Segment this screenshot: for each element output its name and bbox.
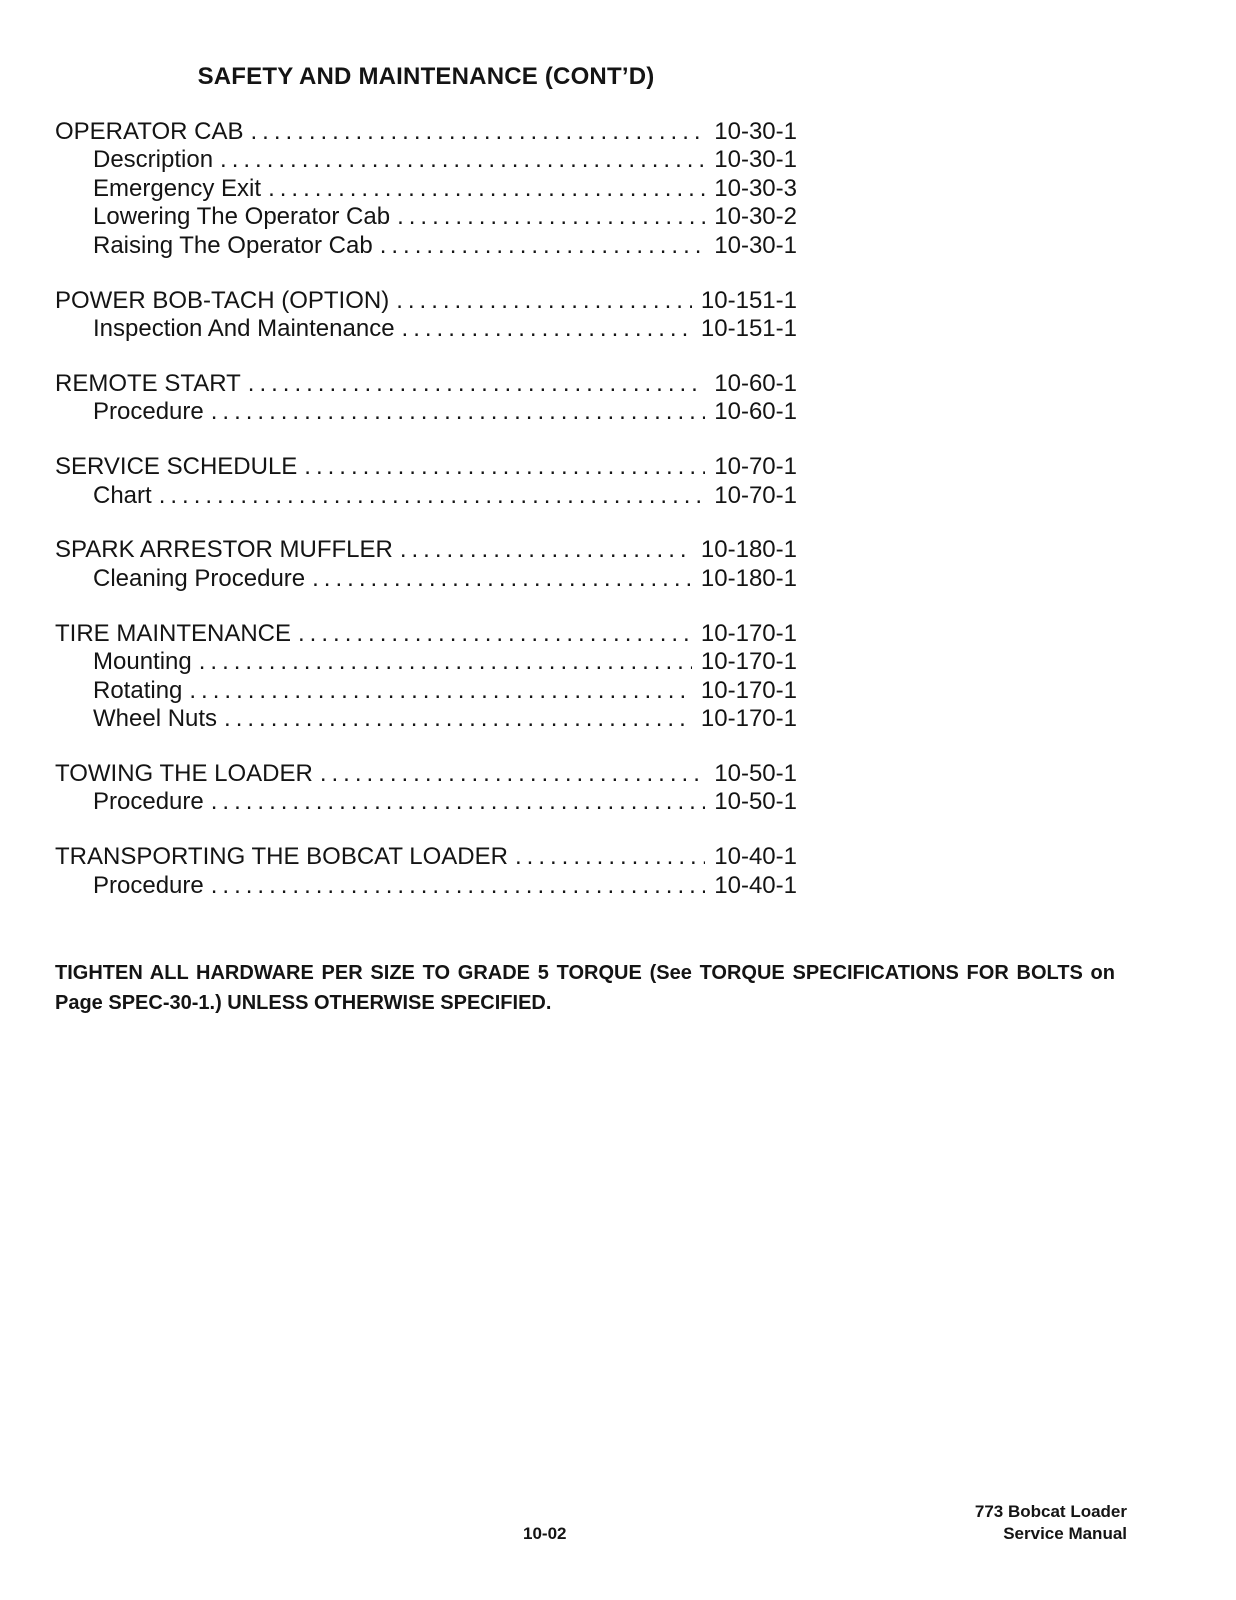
- toc-entry-label: Chart: [93, 481, 152, 509]
- dot-leader: [217, 705, 692, 733]
- toc-group: [55, 118, 797, 260]
- dot-leader: [204, 872, 706, 900]
- toc-entry-page: 10-170-1: [700, 619, 797, 647]
- dot-leader: [393, 536, 692, 564]
- toc-entry: [55, 175, 797, 203]
- toc-entry: [55, 565, 797, 593]
- toc-entry-label: Lowering The Operator Cab: [93, 203, 391, 231]
- toc-entry-label: SERVICE SCHEDULE: [55, 453, 298, 481]
- torque-note-line: Page SPEC-30-1.) UNLESS OTHERWISE SPECIFIED.: [55, 992, 552, 1014]
- toc-entry-page: 10-180-1: [700, 564, 797, 592]
- dot-leader: [192, 648, 692, 676]
- dot-leader: [261, 175, 705, 203]
- torque-note: [55, 958, 1115, 1018]
- footer-doc-title-line2: Service Manual: [1003, 1524, 1127, 1543]
- toc-group: [55, 620, 797, 734]
- footer-doc-title: [975, 1501, 1127, 1545]
- toc-entry-page: 10-30-1: [714, 118, 797, 145]
- toc-entry: [55, 370, 797, 398]
- toc-group: [55, 760, 797, 817]
- toc-entry-label: TRANSPORTING THE BOBCAT LOADER: [55, 843, 508, 871]
- toc-entry-page: 10-170-1: [700, 676, 797, 704]
- toc-group: [55, 453, 797, 510]
- toc-group: [55, 287, 797, 344]
- toc-entry-label: Wheel Nuts: [93, 705, 218, 732]
- dot-leader: [213, 146, 705, 174]
- toc-entry: [55, 482, 797, 510]
- footer-doc-title-line1: 773 Bobcat Loader: [974, 1502, 1127, 1521]
- toc-group: [55, 536, 797, 593]
- toc-entry: [55, 203, 797, 231]
- toc-entry-page: 10-60-1: [714, 369, 797, 397]
- toc-entry-page: 10-30-3: [714, 174, 797, 202]
- toc-entry-page: 10-30-2: [714, 203, 797, 231]
- toc-entry-page: 10-151-1: [700, 314, 797, 342]
- toc-entry: [55, 677, 797, 705]
- table-of-contents: [55, 62, 797, 900]
- toc-entry-label: Inspection And Maintenance: [93, 314, 395, 342]
- toc-entry-page: 10-40-1: [714, 871, 797, 899]
- toc-entry: [55, 118, 797, 146]
- toc-entry: [55, 705, 797, 733]
- toc-group: [55, 370, 797, 427]
- toc-entry-page: 10-60-1: [714, 398, 797, 426]
- toc-entry-label: Procedure: [93, 788, 204, 816]
- toc-entry: [55, 788, 797, 816]
- toc-entry: [55, 287, 797, 315]
- toc-entry: [55, 453, 797, 481]
- toc-entry-page: 10-30-1: [714, 146, 797, 174]
- toc-entry-label: Raising The Operator Cab: [93, 231, 373, 259]
- dot-leader: [390, 203, 705, 231]
- toc-entry-label: Cleaning Procedure: [93, 564, 306, 592]
- toc-entry: [55, 232, 797, 260]
- dot-leader: [297, 453, 705, 481]
- toc-entry-page: 10-30-1: [714, 231, 797, 259]
- toc-entry: [55, 648, 797, 676]
- dot-leader: [241, 370, 705, 398]
- toc-entry: [55, 620, 797, 648]
- toc-entry-page: 10-70-1: [714, 481, 797, 509]
- dot-leader: [182, 677, 692, 705]
- toc-entry: [55, 843, 797, 871]
- toc-groups: [55, 118, 797, 900]
- footer-page-number: 10-02: [523, 1524, 567, 1543]
- toc-entry-label: POWER BOB-TACH (OPTION): [55, 286, 390, 314]
- dot-leader: [508, 843, 705, 871]
- torque-note-line: TIGHTEN ALL HARDWARE PER SIZE TO GRADE 5 TORQUE (See TORQUE SPECIFICATIONS FOR BOLTS on: [55, 962, 1115, 984]
- dot-leader: [204, 398, 706, 426]
- toc-entry-label: REMOTE START: [55, 369, 241, 397]
- toc-entry: [55, 760, 797, 788]
- toc-entry-page: 10-40-1: [714, 843, 797, 871]
- page-title: SAFETY AND MAINTENANCE (CONT’D): [197, 63, 655, 90]
- toc-entry-label: OPERATOR CAB: [55, 118, 244, 145]
- toc-group: [55, 843, 797, 900]
- dot-leader: [389, 287, 692, 315]
- toc-entry-label: Procedure: [93, 398, 204, 426]
- toc-entry-page: 10-170-1: [700, 705, 797, 732]
- toc-entry-label: SPARK ARRESTOR MUFFLER: [55, 536, 393, 564]
- toc-entry-page: 10-151-1: [700, 286, 797, 314]
- dot-leader: [152, 482, 706, 510]
- toc-entry: [55, 872, 797, 900]
- dot-leader: [305, 565, 692, 593]
- toc-entry-label: Rotating: [93, 676, 183, 704]
- toc-entry-label: TOWING THE LOADER: [55, 759, 313, 787]
- toc-entry-label: Mounting: [93, 648, 192, 676]
- toc-entry: [55, 398, 797, 426]
- dot-leader: [291, 620, 692, 648]
- toc-entry-label: Emergency Exit: [93, 174, 262, 202]
- dot-leader: [243, 118, 705, 146]
- toc-entry-page: 10-50-1: [714, 759, 797, 787]
- toc-entry: [55, 146, 797, 174]
- dot-leader: [313, 760, 705, 788]
- toc-entry-label: TIRE MAINTENANCE: [55, 619, 292, 647]
- toc-entry-label: Procedure: [93, 871, 204, 899]
- toc-entry-page: 10-50-1: [714, 788, 797, 816]
- dot-leader: [204, 788, 706, 816]
- toc-entry-page: 10-70-1: [714, 453, 797, 481]
- toc-entry-page: 10-170-1: [700, 648, 797, 676]
- toc-entry: [55, 315, 797, 343]
- dot-leader: [373, 232, 706, 260]
- toc-entry-page: 10-180-1: [700, 536, 797, 564]
- dot-leader: [395, 315, 692, 343]
- toc-entry: [55, 536, 797, 564]
- toc-entry-label: Description: [93, 146, 214, 174]
